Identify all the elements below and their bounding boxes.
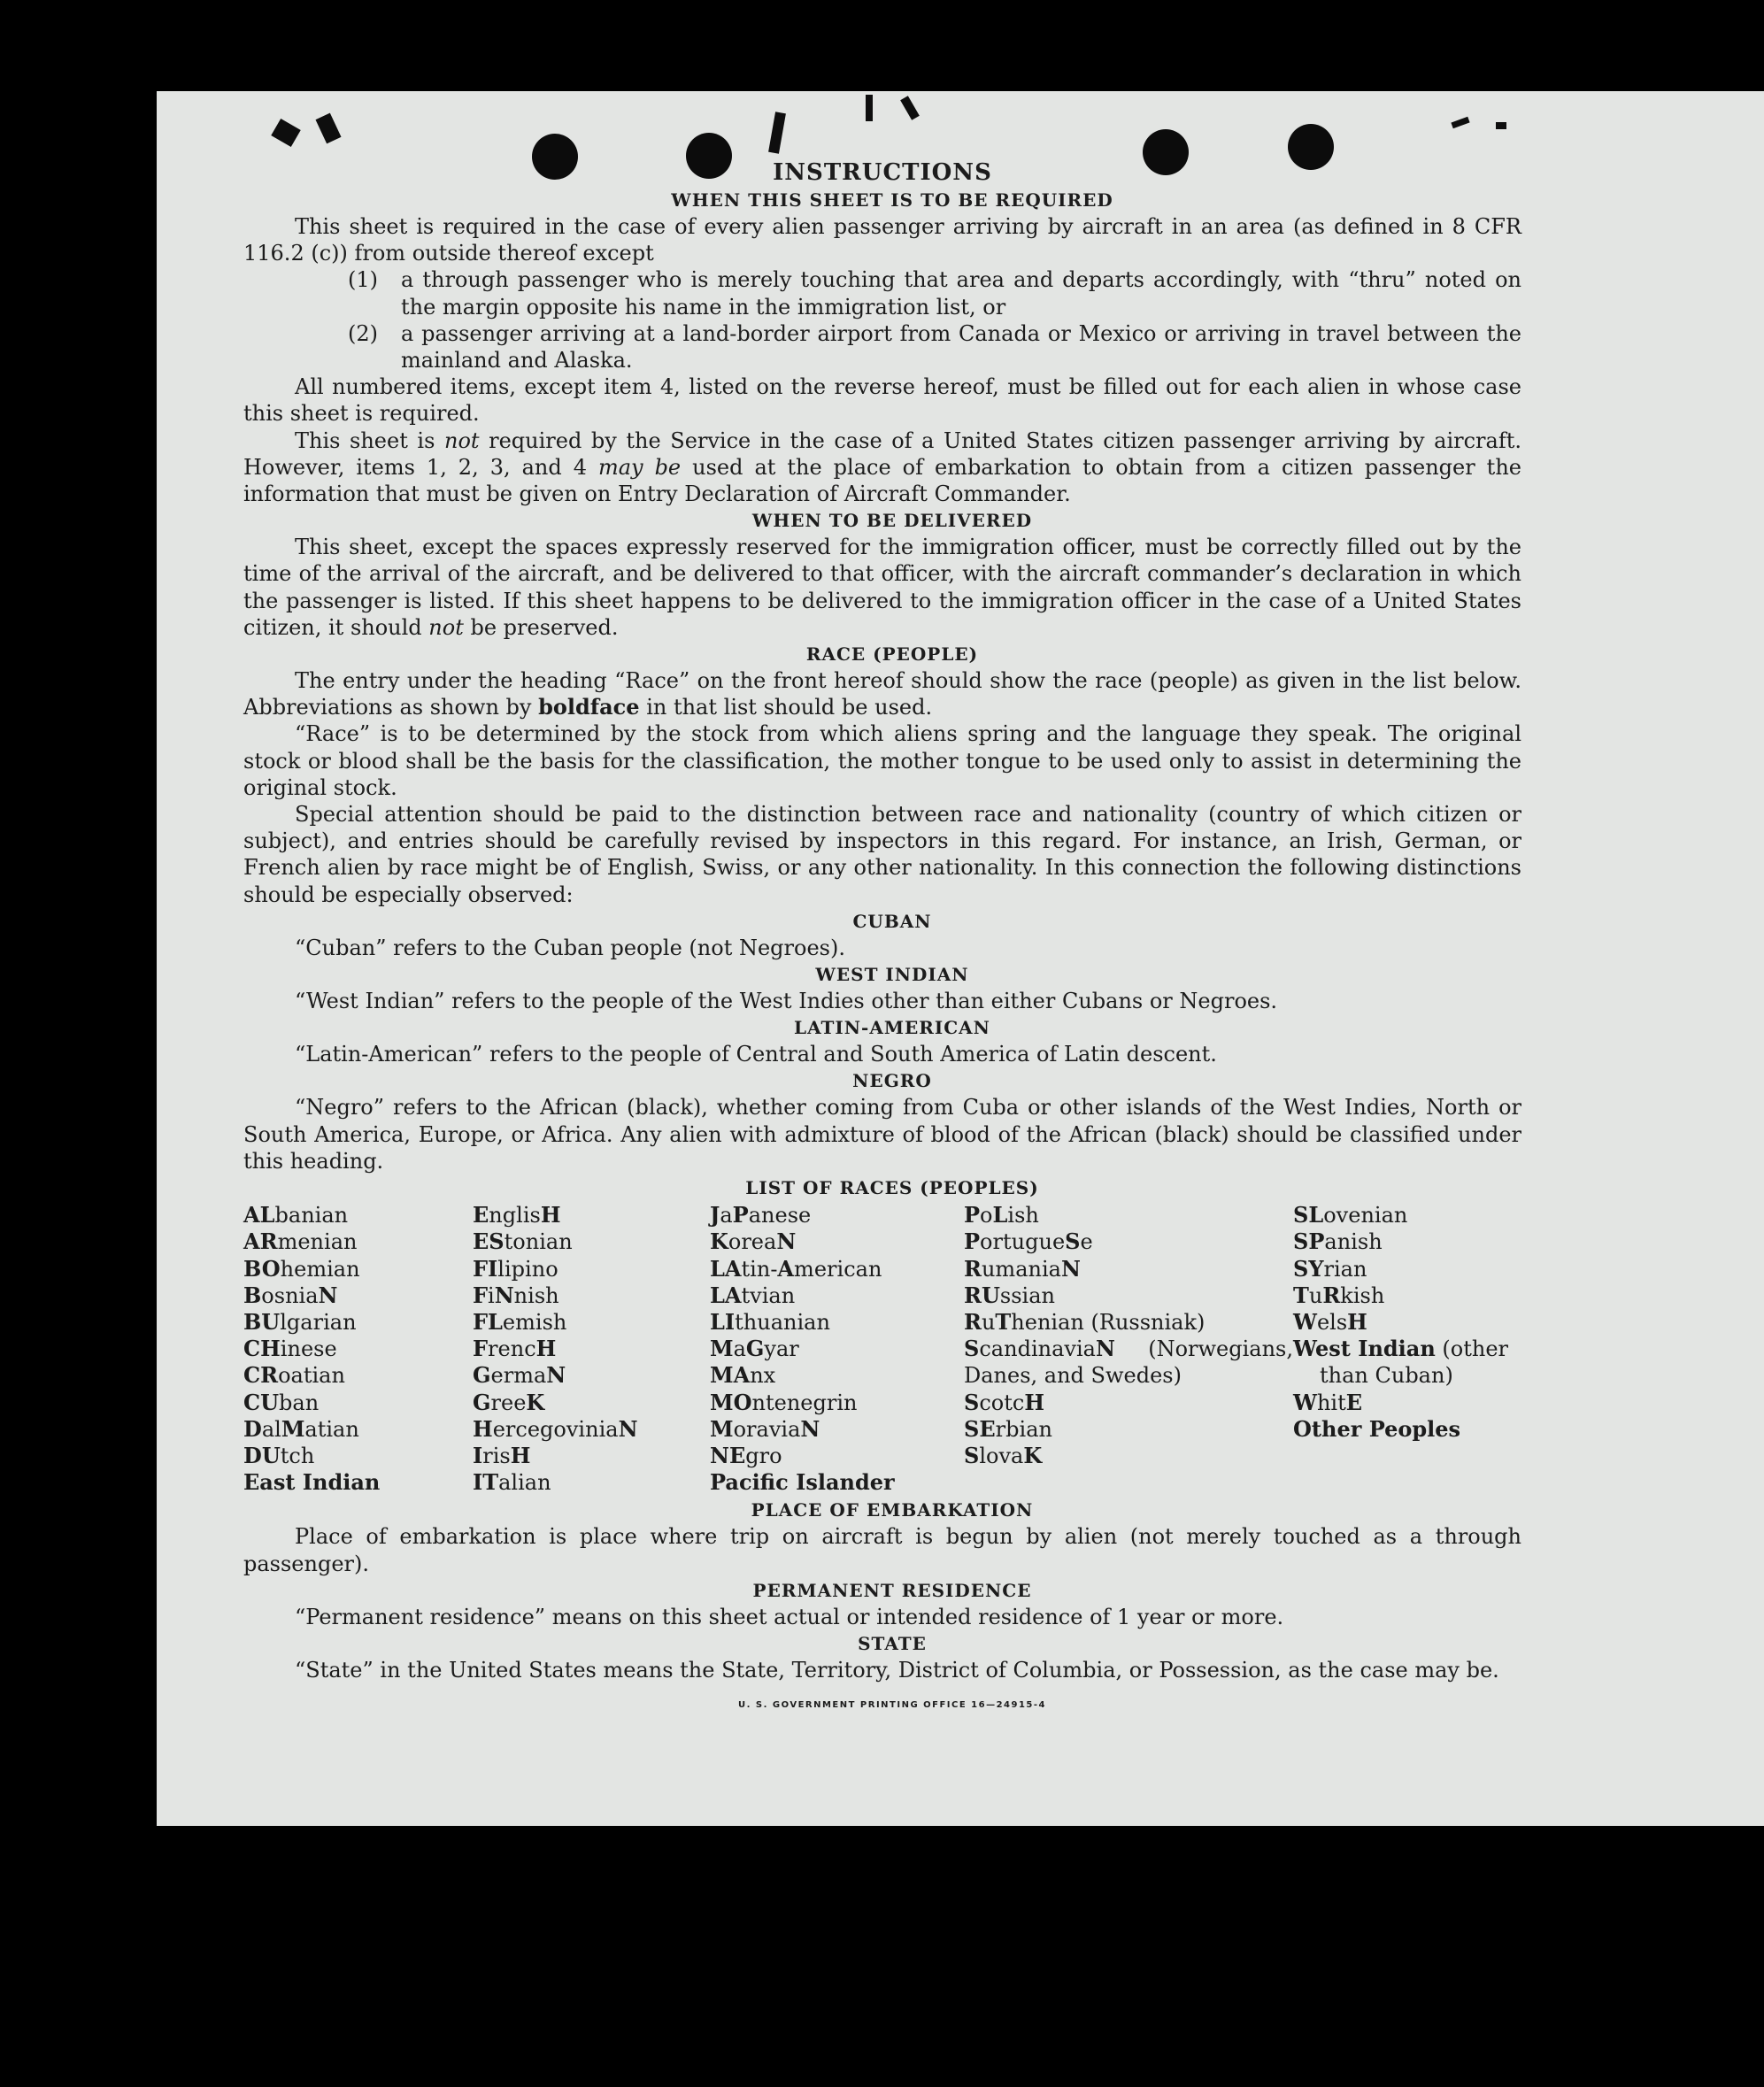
list-item (243, 320, 1521, 374)
heading-latin-american: LATIN-AMERICAN (794, 1017, 990, 1039)
heading-when-required: WHEN THIS SHEET IS TO BE REQUIRED (671, 189, 1113, 211)
heading-list-of-races: LIST OF RACES (PEOPLES) (745, 1177, 1039, 1199)
race-entry: ScotcH (964, 1389, 1045, 1415)
race-entry: KoreaN (710, 1228, 797, 1255)
scan-speck (768, 112, 786, 153)
race-entry: ITalian (473, 1469, 551, 1496)
race-column (473, 1202, 710, 1496)
bold-text: boldface (538, 694, 640, 720)
race-entry: MaGyar (710, 1336, 799, 1362)
race-entry: HercegoviniaN (473, 1415, 638, 1442)
race-entry: MOntenegrin (710, 1389, 858, 1415)
race-entry: MoraviaN (710, 1415, 820, 1442)
item-text: a passenger arriving at a land-border airport from Canada or Mexico or arriving in travel between the mainland and Alaska. (401, 320, 1521, 374)
race-entry: CUban (243, 1389, 320, 1415)
race-entry: Other Peoples (1293, 1415, 1461, 1442)
document-content (243, 155, 1521, 1719)
italic-text: not (443, 427, 480, 453)
race-entry: ALbanian (243, 1202, 349, 1228)
italic-text: not (428, 614, 464, 640)
race-entry: BOhemian (243, 1255, 360, 1282)
heading-negro: NEGRO (852, 1070, 932, 1092)
paragraph: “Cuban” refers to the Cuban people (not Negroes). (295, 935, 845, 960)
text-run: in that list should be used. (639, 695, 933, 720)
race-column (243, 1202, 473, 1496)
text-run: be preserved. (463, 614, 619, 640)
race-entry: JaPanese (710, 1202, 812, 1228)
race-list (243, 1202, 1521, 1496)
paragraph: “Latin-American” refers to the people of Central and South America of Latin descent. (295, 1042, 1217, 1067)
race-entry: WhitE (1293, 1389, 1363, 1415)
heading-permanent-residence: PERMANENT RESIDENCE (752, 1579, 1032, 1601)
heading-cuban: CUBAN (852, 910, 932, 932)
heading-state: STATE (858, 1632, 927, 1654)
paragraph: “State” in the United States means the State, Territory, District of Columbia, or Possession, as the case may be. (295, 1657, 1499, 1683)
race-entry: GreeK (473, 1389, 545, 1415)
race-entry: WelsH (1293, 1308, 1367, 1335)
paragraph (243, 534, 1521, 641)
race-entry: IrisH (473, 1442, 531, 1468)
race-column (964, 1202, 1293, 1496)
race-entry: RumaniaN (964, 1255, 1081, 1282)
race-entry: SlovaK (964, 1442, 1043, 1468)
heading-west-indian: WEST INDIAN (815, 964, 969, 986)
race-entry: PoLish (964, 1202, 1039, 1228)
italic-text: may be (597, 454, 682, 480)
item-text: a through passenger who is merely touching that area and departs accordingly, with “thru” noted on the margin opposite his name in the immigration list, or (401, 267, 1521, 320)
race-entry: NEgro (710, 1442, 782, 1468)
race-entry: EStonian (473, 1228, 573, 1255)
race-entry: ARmenian (243, 1228, 358, 1255)
text-run: required by the Service in the case of a United States citizen passenger arriving by aircraft. However, items 1, 2, 3, and 4 (243, 427, 1521, 480)
race-entry: MAnx (710, 1362, 776, 1389)
race-entry: SErbian (964, 1415, 1052, 1442)
paragraph: This sheet is required in the case of every alien passenger arriving by aircraft in an area (as defined in 8 CFR 116.2 (c)) from outside thereof except (243, 214, 1521, 266)
race-entry: SYrian (1293, 1255, 1367, 1282)
race-entry: DUtch (243, 1442, 315, 1468)
race-entry: FLemish (473, 1308, 567, 1335)
race-entry: LIthuanian (710, 1308, 830, 1335)
race-entry: West Indian (other than Cuban) (1293, 1336, 1509, 1389)
race-entry: FiNnish (473, 1282, 559, 1308)
paragraph: All numbered items, except item 4, listed on the reverse hereof, must be filled out for each alien in whose case this sheet is required. (243, 374, 1521, 427)
race-entry: LAtvian (710, 1282, 796, 1308)
heading-race: RACE (PEOPLE) (805, 643, 979, 666)
page-title: INSTRUCTIONS (773, 159, 992, 186)
heading-when-delivered: WHEN TO BE DELIVERED (751, 510, 1033, 532)
race-column (1293, 1202, 1521, 1496)
paragraph: “Permanent residence” means on this sheet actual or intended residence of 1 year or more. (295, 1604, 1284, 1629)
list-item (243, 266, 1521, 320)
race-entry: CRoatian (243, 1362, 345, 1389)
scan-speck (866, 95, 873, 121)
race-entry: RUssian (964, 1282, 1056, 1308)
paragraph: Place of embarkation is place where trip on aircraft is begun by alien (not merely touched as a through passenger). (243, 1524, 1521, 1576)
text-run: The entry under the heading “Race” on the front hereof should show the race (people) as given in the list below. Abbreviations as shown by (243, 668, 1521, 720)
race-entry: SPanish (1293, 1228, 1383, 1255)
paragraph: “Race” is to be determined by the stock from which aliens spring and the language they speak. The original stock or blood shall be the basis for the classification, the mother tongue to be used only to assist in determining the original stock. (243, 721, 1521, 800)
race-entry: FIlipino (473, 1255, 558, 1282)
race-entry: East Indian (243, 1469, 381, 1496)
race-entry: TuRkish (1293, 1282, 1385, 1308)
item-number: (2) (348, 320, 378, 346)
race-entry: BUlgarian (243, 1308, 357, 1335)
scan-speck (316, 113, 342, 144)
item-number: (1) (348, 267, 378, 293)
race-entry: DalMatian (243, 1415, 359, 1442)
scan-speck (271, 119, 301, 147)
paragraph (243, 667, 1521, 720)
race-entry: GermaN (473, 1362, 566, 1389)
race-entry: Pacific Islander (710, 1469, 895, 1496)
heading-place-of-embarkation: PLACE OF EMBARKATION (751, 1499, 1034, 1521)
race-entry: EnglisH (473, 1202, 561, 1228)
scan-speck (1496, 122, 1506, 129)
text-run: This sheet, except the spaces expressly reserved for the immigration officer, must be correctly filled out by the time of the arrival of the aircraft, and be delivered to that officer, with the aircraft commander’s declaration in which the passenger is listed. If this sheet happens to be delivered to the immigration officer in the case of a United States citizen, it should (243, 535, 1521, 640)
race-entry: ScandinaviaN (Norwegians, Danes, and Swedes) (964, 1336, 1293, 1389)
race-entry: FrencH (473, 1336, 557, 1362)
text-run: This sheet is (295, 427, 444, 453)
race-entry: SLovenian (1293, 1202, 1408, 1228)
race-entry: RuThenian (Russniak) (964, 1308, 1206, 1335)
paragraph: “Negro” refers to the African (black), whether coming from Cuba or other islands of the West Indies, North or South America, Europe, or Africa. Any alien with admixture of blood of the African (black) should be classified under this heading. (243, 1095, 1521, 1174)
race-entry: LAtin-American (710, 1255, 882, 1282)
printer-imprint: U. S. GOVERNMENT PRINTING OFFICE 16—24915-4 (738, 1700, 1046, 1711)
document-sheet (157, 91, 1764, 1826)
race-column (710, 1202, 964, 1496)
paragraph (243, 427, 1521, 508)
race-entry: CHinese (243, 1336, 337, 1362)
paragraph: “West Indian” refers to the people of the West Indies other than either Cubans or Negroes. (295, 989, 1278, 1014)
paragraph: Special attention should be paid to the distinction between race and nationality (country of which citizen or subject), and entries should be carefully revised by inspectors in this regard. For instance, an Irish, German, or French alien by race might be of English, Swiss, or any other nationality. In this connection the following distinctions should be especially observed: (243, 802, 1521, 907)
scan-speck (1451, 117, 1469, 128)
text-run: used at the place of embarkation to obtain from a citizen passenger the information that must be given on Entry Declaration of Aircraft Commander. (243, 454, 1521, 507)
race-entry: PortugueSe (964, 1228, 1093, 1255)
scan-speck (900, 96, 920, 120)
race-entry: BosniaN (243, 1282, 338, 1308)
